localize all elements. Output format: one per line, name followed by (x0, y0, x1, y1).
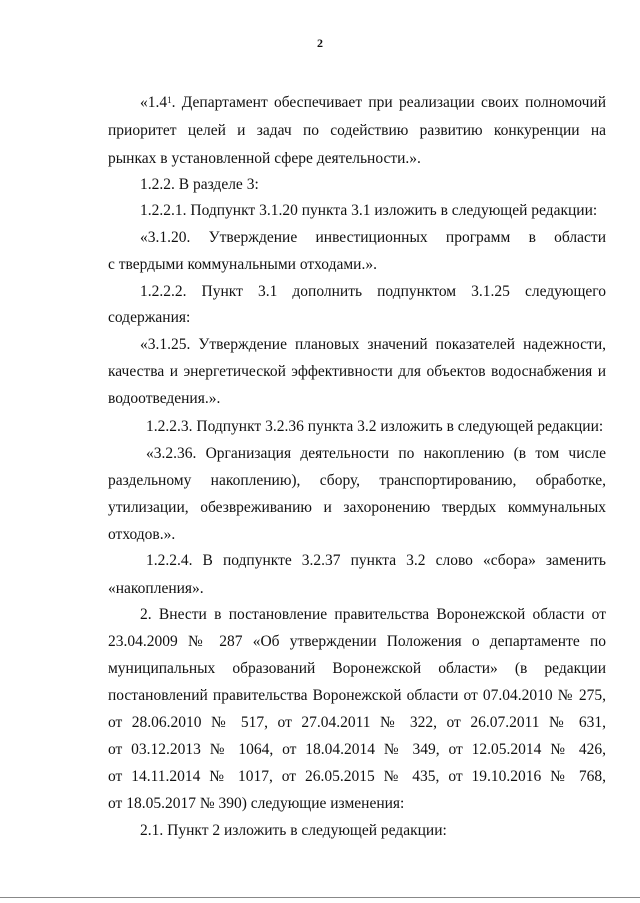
text-line: «3.1.25. Утверждение плановых значений показателей надежности, (140, 336, 606, 353)
text-line: муниципальных образований Воронежской области» (в редакции (108, 660, 606, 677)
text-line: 2. Внести в постановление правительства Воронежской области от (140, 606, 606, 623)
text-line: от 14.11.2014 № 1017, от 26.05.2015 № 435, от 19.10.2016 № 768, (108, 768, 606, 785)
text-line: от 28.06.2010 № 517, от 27.04.2011 № 322, от 26.07.2011 № 631, (108, 714, 606, 731)
text-line: 1.2.2.2. Пункт 3.1 дополнить подпунктом 3.1.25 следующего (140, 283, 606, 300)
text-line: «накопления». (108, 580, 204, 597)
text-line: качества и энергетической эффективности для объектов водоснабжения и (108, 363, 606, 380)
text-line: раздельному накоплению), сбору, транспортированию, обработке, (108, 472, 606, 489)
text-line: 1.2.2. В разделе 3: (140, 176, 259, 193)
text-line: «3.2.36. Организация деятельности по накоплению (в том числе (146, 445, 606, 462)
page-bottom-rule (0, 897, 640, 898)
text-line: 1.2.2.1. Подпункт 3.1.20 пункта 3.1 изложить в следующей редакции: (140, 202, 598, 219)
text-line: водоотведения.». (108, 390, 221, 407)
text-line: от 03.12.2013 № 1064, от 18.04.2014 № 349, от 12.05.2014 № 426, (108, 741, 606, 758)
text-line: постановлений правительства Воронежской области от 07.04.2010 № 275, (108, 687, 606, 704)
text-line: содержания: (108, 309, 191, 326)
text-line: 1.2.2.3. Подпункт 3.2.36 пункта 3.2 изложить в следующей редакции: (146, 418, 604, 435)
text-line: утилизации, обезвреживанию и захоронению твердых коммунальных (108, 499, 606, 516)
text-line: рынках в установленной сфере деятельности.». (108, 150, 421, 167)
text-line: отходов.». (108, 526, 176, 543)
text-line: «3.1.20. Утверждение инвестиционных программ в области (140, 229, 606, 246)
text-line: 1.2.2.4. В подпункте 3.2.37 пункта 3.2 слово «сбора» заменить (146, 552, 606, 569)
text-line: 23.04.2009 № 287 «Об утверждении Положения о департаменте по (108, 633, 606, 650)
text-line: от 18.05.2017 № 390) следующие изменения: (108, 795, 405, 812)
text-line: 2.1. Пункт 2 изложить в следующей редакции: (140, 822, 447, 839)
page-number: 2 (317, 36, 323, 50)
text-line: приоритет целей и задач по содействию развитию конкуренции на (108, 122, 606, 139)
text-line: «$1.4^1$. Департамент обеспечивает при реализации своих полномочий (140, 94, 606, 111)
text-line: с твердыми коммунальными отходами.». (108, 256, 377, 273)
